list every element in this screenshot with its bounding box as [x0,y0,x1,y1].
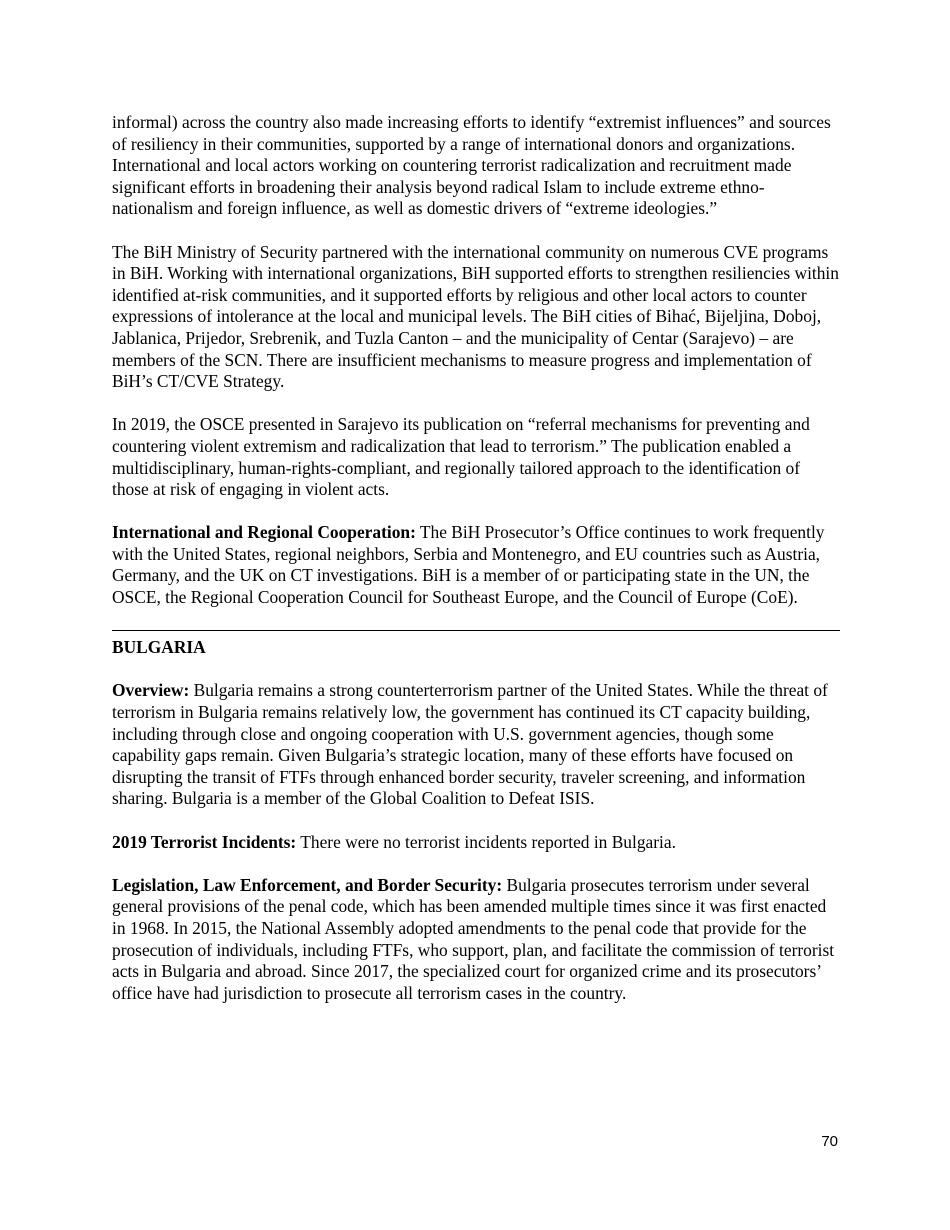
legislation-heading: Legislation, Law Enforcement, and Border Security: [112,874,503,895]
paragraph-legislation [112,875,840,1005]
overview-text: Bulgaria remains a strong counterterrorism partner of the United States. While the threat of terrorism in Bulgaria remains relatively low, the government has continued its CT capacity building, including through close and ongoing cooperation with U.S. government agencies, though some capability gaps remain. Given Bulgaria’s strategic location, many of these efforts have focused on disrupting the transit of FTFs through enhanced border security, traveler screening, and information sharing. Bulgaria is a member of the Global Coalition to Defeat ISIS. [112,680,828,809]
section-divider [112,630,840,631]
paragraph-extremist-influences: informal) across the country also made increasing efforts to identify “extremist influences” and sources of resiliency in their communities, supported by a range of international donors and organizations. International and local actors working on countering terrorist radicalization and recruitment made significant efforts in broadening their analysis beyond radical Islam to include extreme ethno-nationalism and foreign influence, as well as domestic drivers of “extreme ideologies.” [112,112,831,219]
paragraph-ministry-of-security: The BiH Ministry of Security partnered with the international community on numerous CVE programs in BiH. Working with international organizations, BiH supported efforts to strengthen resiliencies within identified at-risk communities, and it supported efforts by religious and other local actors to counter expressions of intolerance at the local and municipal levels. The BiH cities of Bihać, Bijeljina, Doboj, Jablanica, Prijedor, Srebrenik, and Tuzla Canton – and the municipality of Centar (Sarajevo) – are members of the SCN. There are insufficient mechanisms to measure progress and implementation of BiH’s CT/CVE Strategy. [112,241,839,392]
international-cooperation-text: The BiH Prosecutor’s Office continues to work frequently with the United States, regional neighbors, Serbia and Montenegro, and EU countries such as Austria, Germany, and the UK on CT investigations. BiH is a member of or participating state in the UN, the OSCE, the Regional Cooperation Council for Southeast Europe, and the Council of Europe (CoE). [112,522,825,608]
paragraph-terrorist-incidents [112,832,840,854]
incidents-heading: 2019 Terrorist Incidents: [112,831,297,852]
paragraph-international-cooperation [112,522,840,608]
paragraph-osce-publication: In 2019, the OSCE presented in Sarajevo its publication on “referral mechanisms for preventing and countering violent extremism and radicalization that lead to terrorism.” The publication enabled a multidisciplinary, human-rights-compliant, and regionally tailored approach to the identification of those at risk of engaging in violent acts. [112,414,810,500]
legislation-text: Bulgaria prosecutes terrorism under several general provisions of the penal code, which has been amended multiple times since it was first enacted in 1968. In 2015, the National Assembly adopted amendments to the penal code that provide for the prosecution of individuals, including FTFs, who support, plan, and facilitate the commission of terrorist acts in Bulgaria and abroad. Since 2017, the specialized court for organized crime and its prosecutors’ office have had jurisdiction to prosecute all terrorism cases in the country. [112,874,835,1003]
overview-heading: Overview: [112,680,190,701]
incidents-text: There were no terrorist incidents reported in Bulgaria. [296,831,676,852]
page-number: 70 [821,1133,838,1150]
section-title-bulgaria: BULGARIA [112,637,206,658]
international-cooperation-heading: International and Regional Cooperation: [112,522,416,543]
document-page [112,112,840,1026]
paragraph-bulgaria-overview [112,680,840,810]
